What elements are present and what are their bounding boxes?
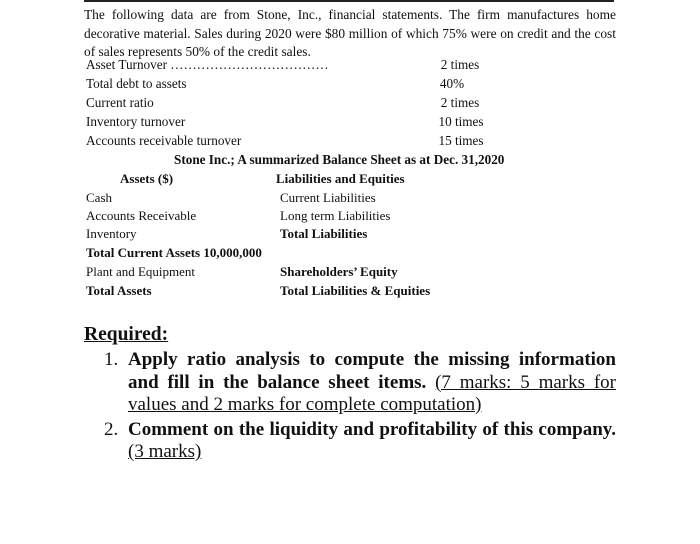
- assets-header: Assets ($): [120, 171, 174, 186]
- bs-accounts-receivable: Accounts Receivable: [86, 208, 197, 223]
- ratio-value-debt-to-assets: 40%: [439, 76, 465, 91]
- required-item-2: [104, 419, 616, 464]
- required-item-marks: (3 marks): [128, 441, 202, 463]
- ratio-value-ar-turnover: 15 times: [438, 133, 484, 148]
- ratio-label-inventory-turnover: Inventory turnover: [86, 114, 186, 129]
- required-item-text: Comment on the liquidity and profitability of this company.: [128, 418, 616, 440]
- bs-plant-equipment: Plant and Equipment: [86, 264, 196, 279]
- ratio-label-asset-turnover: Asset Turnover ………………………………: [86, 57, 329, 72]
- required-list: [104, 349, 616, 466]
- required-item-number: 1.: [104, 349, 119, 370]
- required-item-number: 2.: [104, 418, 119, 440]
- bs-total-assets: Total Assets: [86, 283, 152, 298]
- bs-inventory: Inventory: [86, 226, 137, 241]
- ratio-value-asset-turnover: 2 times: [440, 57, 480, 72]
- bs-total-liabilities-equities: Total Liabilities & Equities: [280, 283, 431, 298]
- ratio-label-ar-turnover: Accounts receivable turnover: [86, 133, 242, 148]
- bs-long-term-liabilities: Long term Liabilities: [280, 208, 391, 223]
- balance-sheet-title: Stone Inc.; A summarized Balance Sheet as at Dec. 31,2020: [174, 152, 505, 167]
- required-item-marks: (7 marks: 5 marks for values and 2 marks for complete computation): [128, 371, 616, 416]
- required-heading: Required:: [84, 324, 169, 345]
- ratio-value-inventory-turnover: 10 times: [438, 114, 484, 129]
- ratio-value-current-ratio: 2 times: [440, 95, 480, 110]
- bs-total-current-assets: Total Current Assets 10,000,000: [86, 245, 262, 260]
- bs-total-liabilities: Total Liabilities: [280, 226, 368, 241]
- ratio-label-current-ratio: Current ratio: [86, 95, 154, 110]
- intro-paragraph: The following data are from Stone, Inc., financial statements. The firm manufactures home decorative material. Sales during 2020 were $80 million of which 75% were on credit and the cost of sales represents 50% of the credit sales.: [84, 7, 616, 60]
- required-item-1: [104, 349, 616, 417]
- bs-shareholders-equity: Shareholders’ Equity: [280, 264, 398, 279]
- bs-current-liabilities: Current Liabilities: [280, 190, 376, 205]
- bs-cash: Cash: [86, 190, 112, 205]
- required-item-text: Apply ratio analysis to compute the missing information and fill in the balance sheet items.: [128, 349, 616, 393]
- top-rule: [84, 0, 614, 2]
- ratio-label-debt-to-assets: Total debt to assets: [86, 76, 187, 91]
- liabilities-header: Liabilities and Equities: [276, 171, 405, 186]
